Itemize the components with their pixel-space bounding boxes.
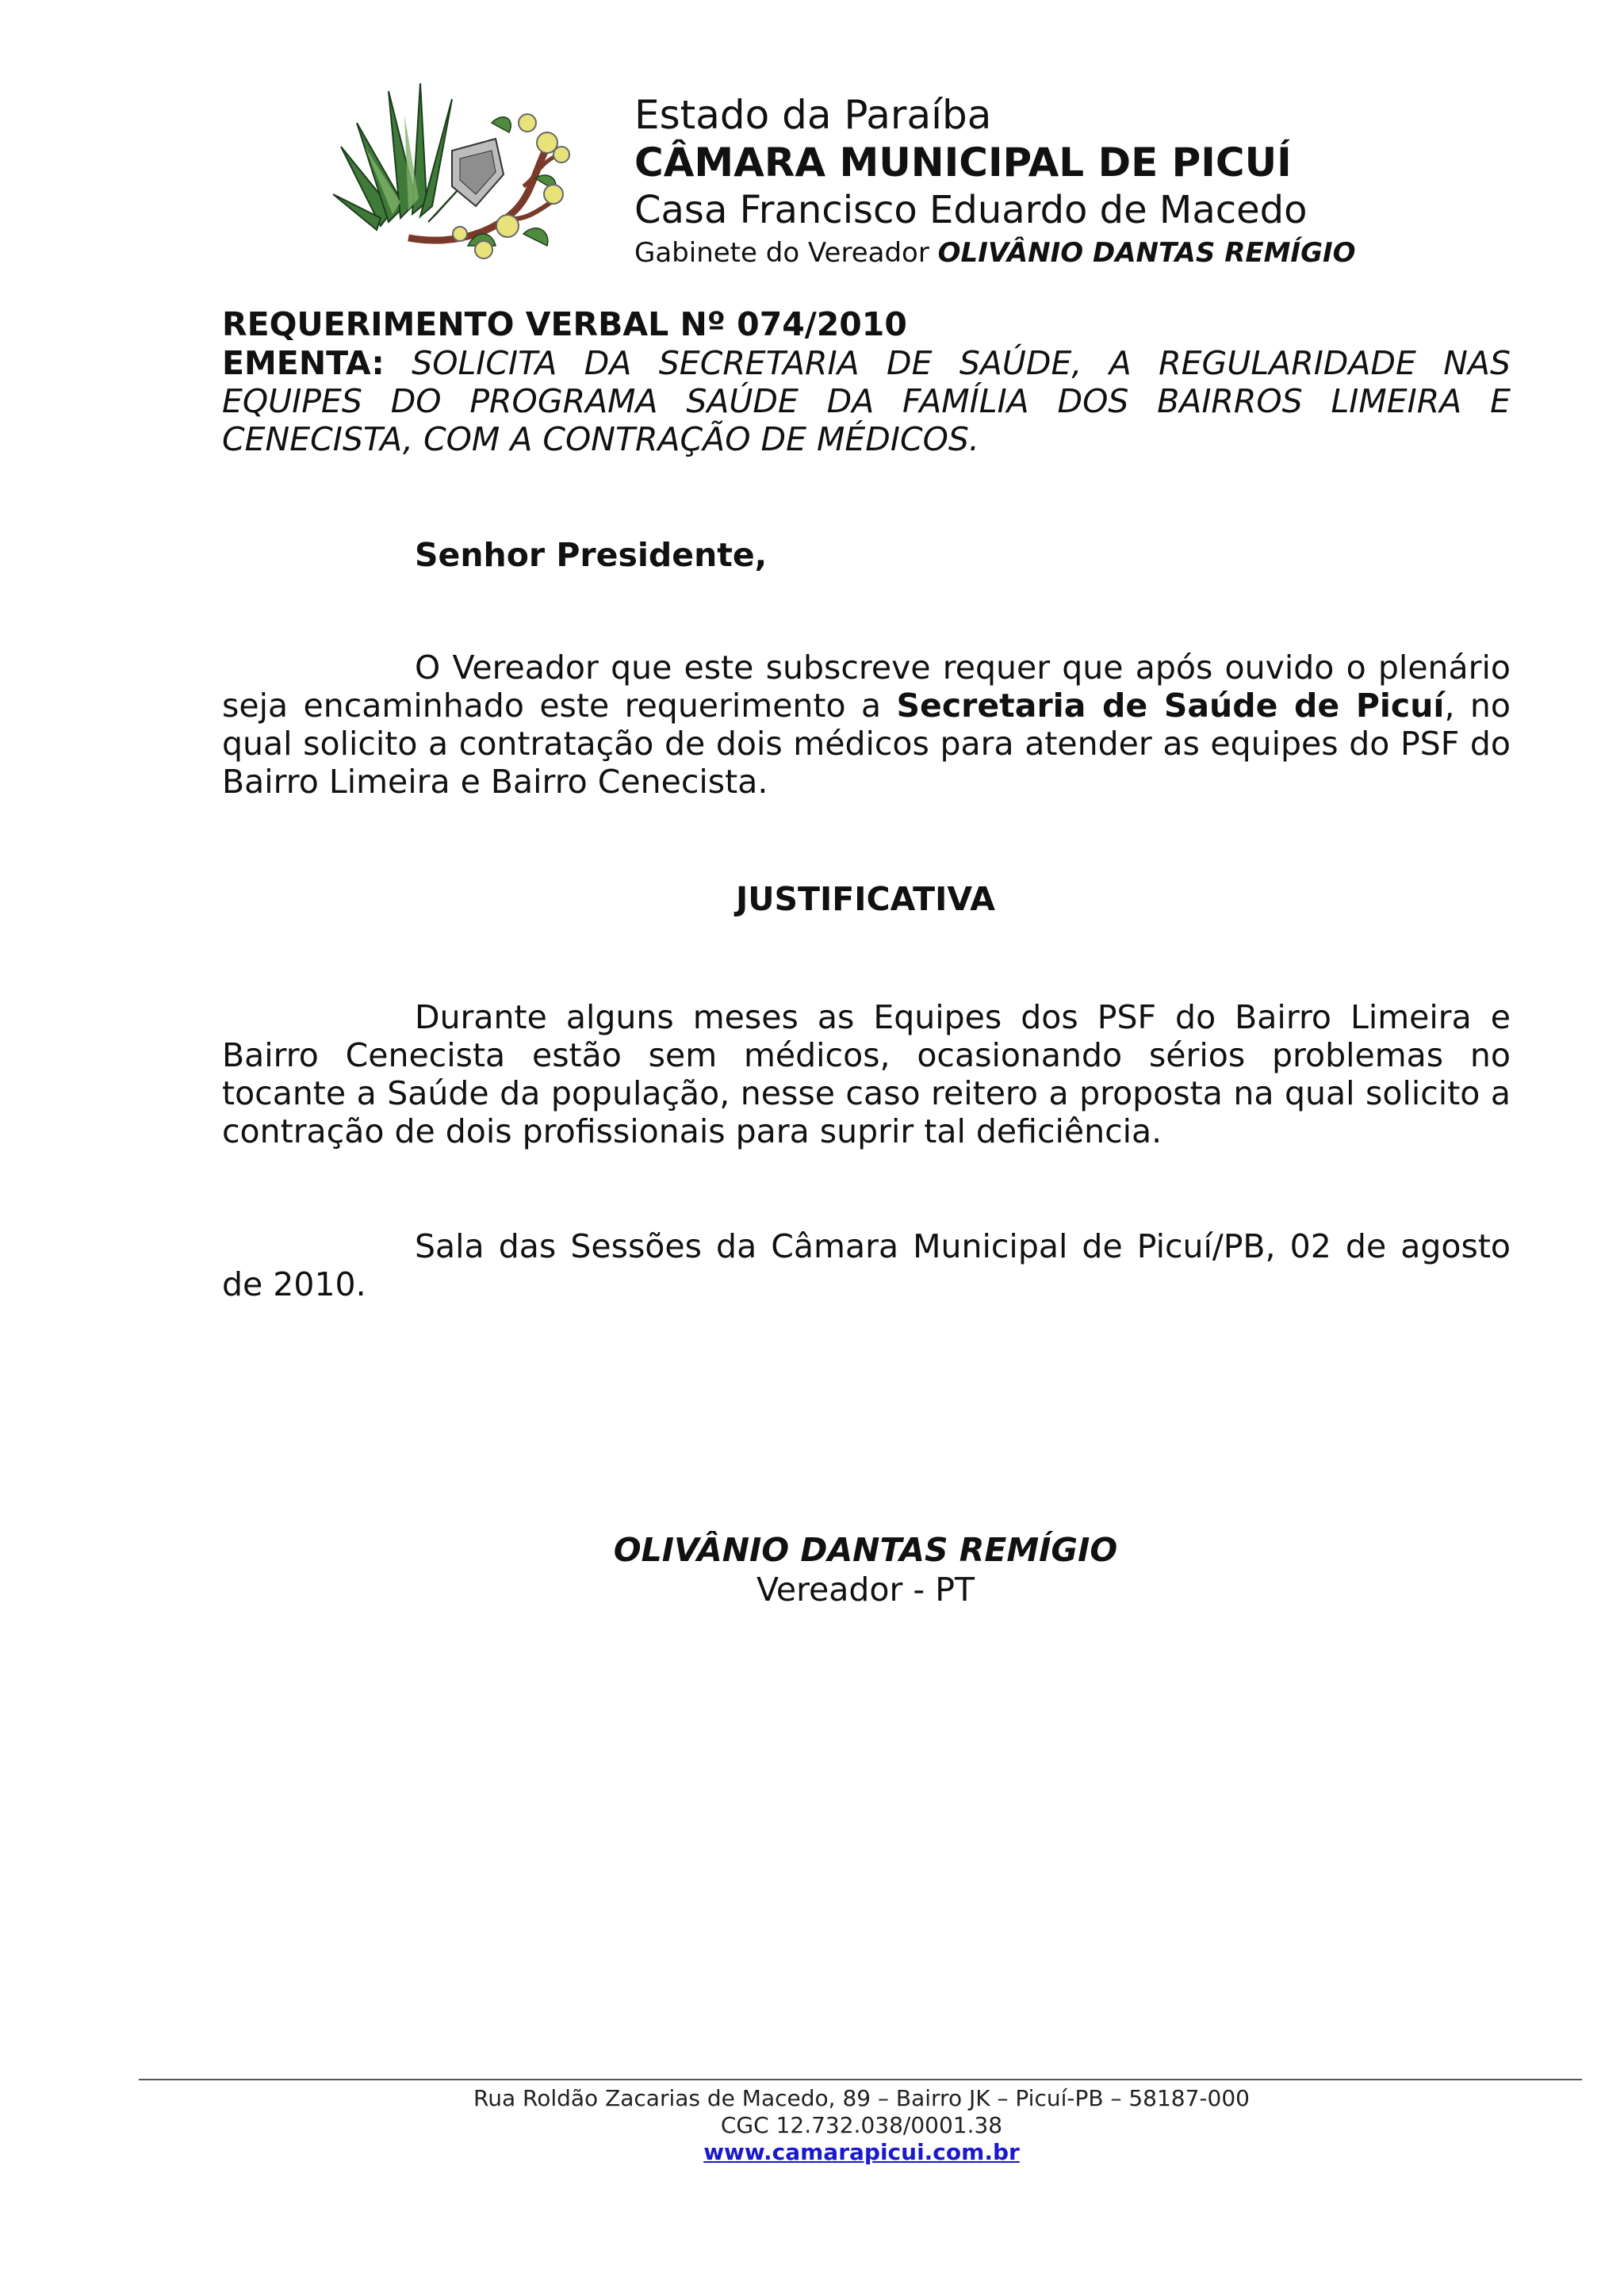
ementa	[222, 344, 1511, 458]
letterhead	[634, 91, 1507, 272]
signature-block	[0, 1530, 1624, 1609]
office-line	[634, 234, 1507, 272]
salutation: Senhor Presidente,	[415, 536, 768, 574]
footer-address: Rua Roldão Zacarias de Macedo, 89 – Bairro JK – Picuí-PB – 58187-000	[473, 2085, 1250, 2111]
signature-role: Vereador - PT	[756, 1571, 975, 1609]
paragraph-emphasis: Secretaria de Saúde de Picuí	[896, 687, 1445, 725]
signature-name: OLIVÂNIO DANTAS REMÍGIO	[613, 1531, 1118, 1569]
footer	[0, 2085, 1624, 2166]
footer-cgc: CGC 12.732.038/0001.38	[720, 2112, 1003, 2138]
ementa-text: SOLICITA DA SECRETARIA DE SAÚDE, A REGULARIDADE NAS EQUIPES DO PROGRAMA SAÚDE DA FAMÍLIA DOS BAIRROS LIMEIRA E CENECISTA, COM A CONTRAÇÃO DE MÉDICOS.	[222, 344, 1511, 458]
municipal-coat-of-arms-icon	[333, 75, 571, 266]
chamber-name: CÂMARA MUNICIPAL DE PICUÍ	[634, 140, 1292, 186]
house-name: Casa Francisco Eduardo de Macedo	[634, 188, 1308, 232]
request-title: REQUERIMENTO VERBAL Nº 074/2010	[222, 305, 907, 343]
paragraph-text-end: , no qual solicito a contratação de dois médicos para atender as equipes do PSF do Bairro Limeira e Bairro Cenecista.	[222, 687, 1511, 801]
justification-paragraph: Durante alguns meses as Equipes dos PSF do Bairro Limeira e Bairro Cenecista estão sem médicos, ocasionando sérios problemas no tocante a Saúde da população, nesse caso reitero a proposta na qual solicito a contração de dois profissionais para suprir tal deficiência.	[222, 998, 1511, 1150]
office-councilor-name: OLIVÂNIO DANTAS REMÍGIO	[937, 237, 1356, 269]
state-name: Estado da Paraíba	[634, 92, 992, 138]
request-paragraph	[222, 649, 1511, 801]
session-date-paragraph: Sala das Sessões da Câmara Municipal de Picuí/PB, 02 de agosto de 2010.	[222, 1227, 1511, 1303]
justification-heading: JUSTIFICATIVA	[735, 880, 996, 918]
website-link[interactable]: www.camarapicui.com.br	[703, 2139, 1020, 2165]
paragraph-text: O Vereador que este subscreve requer que após ouvido o plenário seja encaminhado este requerimento a	[222, 649, 1511, 725]
ementa-label: EMENTA:	[222, 344, 385, 382]
office-prefix: Gabinete do Vereador	[634, 237, 938, 269]
footer-divider	[139, 2079, 1582, 2080]
